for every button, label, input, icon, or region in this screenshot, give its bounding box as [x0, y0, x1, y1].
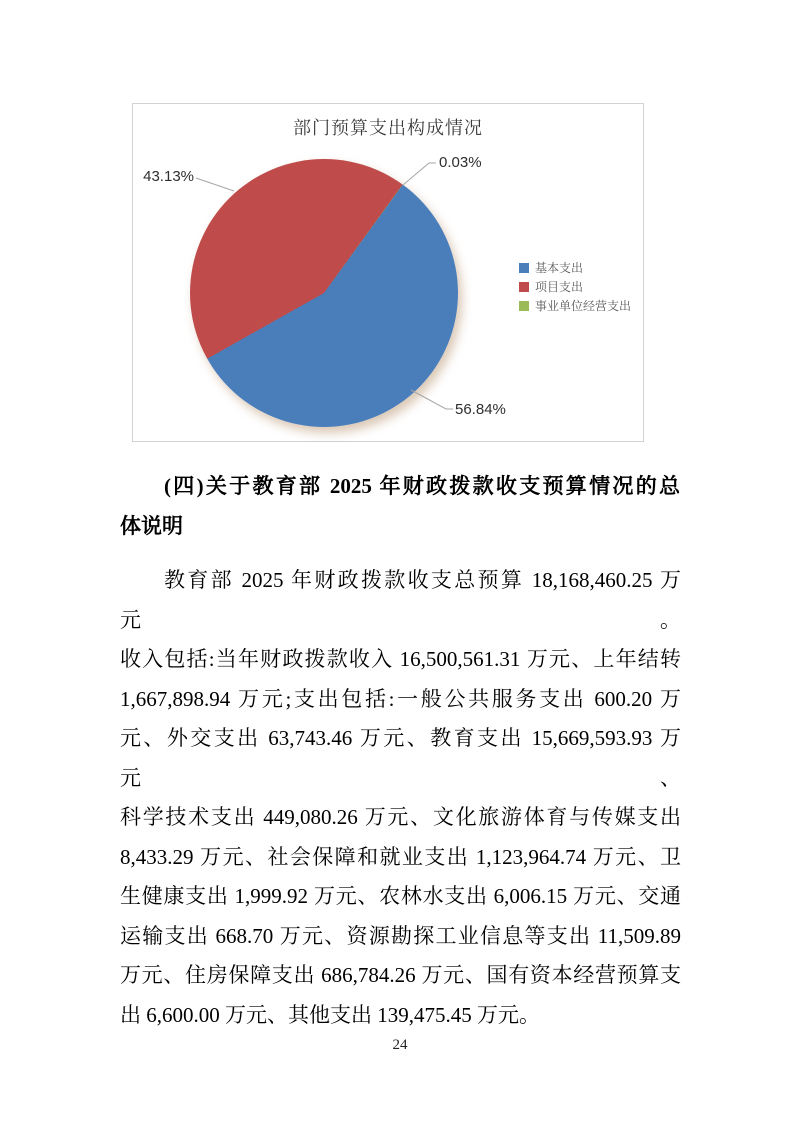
data-label-basic: 56.84% — [455, 401, 506, 418]
data-label-project: 43.13% — [143, 168, 194, 185]
page-number: 24 — [392, 1037, 408, 1053]
leader-line-basic — [411, 390, 453, 409]
legend-swatch-operating-icon — [519, 301, 529, 311]
body-paragraph — [120, 561, 681, 1035]
body-line: 运输支出 668.70 万元、资源勘探工业信息等支出 11,509.89 — [120, 923, 681, 948]
chart-legend — [519, 258, 631, 315]
legend-label-basic: 基本支出 — [535, 261, 584, 275]
legend-item-project — [519, 277, 631, 296]
pie-chart — [190, 159, 458, 427]
legend-label-project: 项目支出 — [535, 280, 584, 294]
legend-item-operating — [519, 296, 631, 315]
legend-label-operating: 事业单位经营支出 — [535, 299, 632, 313]
body-line: 科学技术支出 449,080.26 万元、文化旅游体育与传媒支出 — [120, 805, 681, 829]
chart-title: 部门预算支出构成情况 — [293, 118, 483, 138]
body-line: 教育部 2025 年财政拨款收支总预算 18,168,460.25 万元。 — [120, 568, 681, 632]
body-line: 万元、住房保障支出 686,784.26 万元、国有资本经营预算支 — [120, 963, 681, 987]
pie-chart-panel — [132, 103, 644, 442]
body-line: 8,433.29 万元、社会保障和就业支出 1,123,964.74 万元、卫 — [120, 844, 681, 869]
body-line: 出 6,600.00 万元、其他支出 139,475.45 万元。 — [120, 1002, 540, 1027]
leader-line-operating — [403, 163, 436, 185]
leader-line-project — [196, 178, 234, 191]
body-line: 收入包括:当年财政拨款收入 16,500,561.31 万元、上年结转 — [120, 647, 681, 671]
body-line: 生健康支出 1,999.92 万元、农林水支出 6,006.15 万元、交通 — [120, 884, 681, 908]
section-heading-line1: (四)关于教育部 2025 年财政拨款收支预算情况的总 — [164, 474, 680, 498]
section-heading-line2: 体说明 — [120, 514, 183, 538]
body-line: 元、外交支出 63,743.46 万元、教育支出 15,669,593.93 万元、 — [120, 726, 681, 790]
legend-swatch-project-icon — [519, 282, 529, 292]
body-line: 1,667,898.94 万元;支出包括:一般公共服务支出 600.20 万 — [120, 686, 681, 711]
data-label-operating: 0.03% — [439, 154, 482, 171]
section-heading — [120, 466, 680, 546]
legend-swatch-basic-icon — [519, 263, 529, 273]
legend-item-basic — [519, 258, 631, 277]
